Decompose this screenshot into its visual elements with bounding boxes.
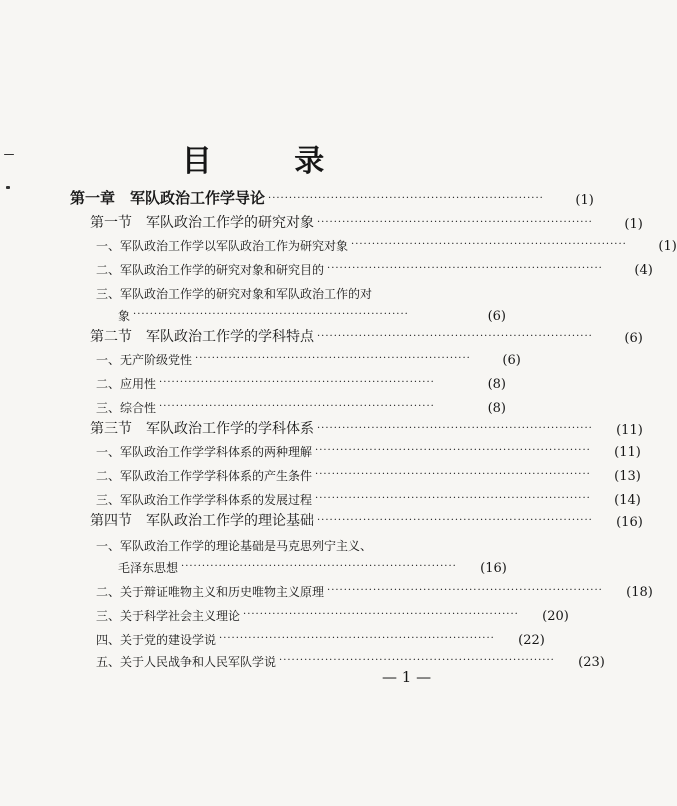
toc-entry-item: [96, 534, 506, 554]
entry-label: 毛泽东思想: [118, 561, 179, 575]
toc-entry-item: [96, 440, 641, 460]
entry-page: (6): [624, 331, 643, 346]
leader-dots: ··································································: [315, 469, 591, 480]
entry-page: (8): [487, 377, 506, 392]
entry-page: (6): [487, 309, 506, 324]
leader-dots: ··································································: [219, 633, 495, 644]
entry-label: 三、军队政治工作学学科体系的发展过程: [96, 493, 313, 507]
toc-entry-item: [96, 464, 641, 484]
entry-page: (22): [518, 633, 545, 648]
entry-label: 一、军队政治工作学的理论基础是马克思列宁主义、: [96, 539, 373, 553]
leader-dots: ··································································: [327, 263, 603, 274]
entry-label: 三、军队政治工作学的研究对象和军队政治工作的对: [96, 287, 373, 301]
entry-label: 第四节 军队政治工作学的理论基础: [90, 513, 314, 529]
leader-dots: ··································································: [133, 309, 409, 320]
leader-dots: ··································································: [195, 353, 471, 364]
toc-entry-item: [96, 580, 653, 600]
entry-page: (16): [480, 561, 507, 576]
entry-label: 第二节 军队政治工作学的学科特点: [90, 329, 314, 345]
scan-mark: [4, 154, 14, 155]
leader-dots: ··································································: [317, 331, 593, 342]
entry-page: (14): [614, 493, 641, 508]
leader-dots: ··································································: [315, 493, 591, 504]
leader-dots: ··································································: [159, 401, 435, 412]
entry-page: (11): [616, 423, 643, 438]
entry-page: (1): [658, 239, 677, 254]
entry-label: 五、关于人民战争和人民军队学说: [96, 655, 277, 669]
entry-label: 二、军队政治工作学学科体系的产生条件: [96, 469, 313, 483]
leader-dots: ··································································: [279, 655, 555, 666]
entry-label: 二、关于辩证唯物主义和历史唯物主义原理: [96, 585, 325, 599]
page-number: — 1 —: [382, 668, 432, 686]
toc-entry-item: [96, 258, 653, 278]
entry-label: 一、军队政治工作学以军队政治工作为研究对象: [96, 239, 349, 253]
leader-dots: ··································································: [181, 561, 457, 572]
toc-entry-item: [96, 628, 545, 648]
entry-page: (1): [624, 217, 643, 232]
leader-dots: ··································································: [351, 239, 627, 250]
leader-dots: ··································································: [243, 609, 519, 620]
leader-dots: ··································································: [315, 445, 591, 456]
toc-entry-item: [96, 372, 506, 392]
entry-label: 象: [118, 309, 131, 323]
scan-mark: [6, 186, 10, 189]
entry-page: (13): [614, 469, 641, 484]
page-title: 目 录: [181, 144, 361, 179]
toc-entry-item: [96, 234, 677, 254]
entry-page: (20): [542, 609, 569, 624]
entry-page: (18): [626, 585, 653, 600]
toc-entry-section-3: [90, 418, 643, 438]
toc-entry-section-4: [90, 510, 643, 530]
toc-entry-item: [96, 604, 569, 624]
entry-page: (16): [616, 515, 643, 530]
toc-entry-item: [96, 488, 641, 508]
toc-entry-item: [96, 282, 506, 302]
entry-label: 第一章 军队政治工作学导论: [70, 189, 266, 207]
toc-entry-item: [96, 650, 605, 670]
toc-entry-item-continued: [118, 556, 506, 576]
toc-entry-chapter-1: [70, 188, 594, 208]
toc-entry-item: [96, 396, 506, 416]
leader-dots: ··································································: [317, 423, 593, 434]
leader-dots: ··································································: [317, 217, 593, 228]
entry-label: 三、关于科学社会主义理论: [96, 609, 241, 623]
leader-dots: ··································································: [327, 585, 603, 596]
leader-dots: ··································································: [317, 515, 593, 526]
entry-page: (4): [634, 263, 653, 278]
entry-page: (23): [578, 655, 605, 670]
entry-page: (11): [614, 445, 641, 460]
entry-label: 二、军队政治工作学的研究对象和研究目的: [96, 263, 325, 277]
toc-entry-item-continued: [118, 304, 506, 324]
entry-label: 四、关于党的建设学说: [96, 633, 217, 647]
toc-entry-section-2: [90, 326, 643, 346]
entry-page: (8): [487, 401, 506, 416]
entry-label: 第三节 军队政治工作学的学科体系: [90, 421, 314, 437]
toc-entry-item: [96, 348, 521, 368]
leader-dots: ··································································: [268, 193, 544, 204]
entry-page: (1): [575, 193, 594, 208]
toc-entry-section-1: [90, 212, 643, 232]
entry-page: (6): [502, 353, 521, 368]
entry-label: 一、军队政治工作学学科体系的两种理解: [96, 445, 313, 459]
entry-label: 二、应用性: [96, 377, 157, 391]
entry-label: 一、无产阶级党性: [96, 353, 193, 367]
entry-label: 第一节 军队政治工作学的研究对象: [90, 215, 314, 231]
leader-dots: ··································································: [159, 377, 435, 388]
entry-label: 三、综合性: [96, 401, 157, 415]
